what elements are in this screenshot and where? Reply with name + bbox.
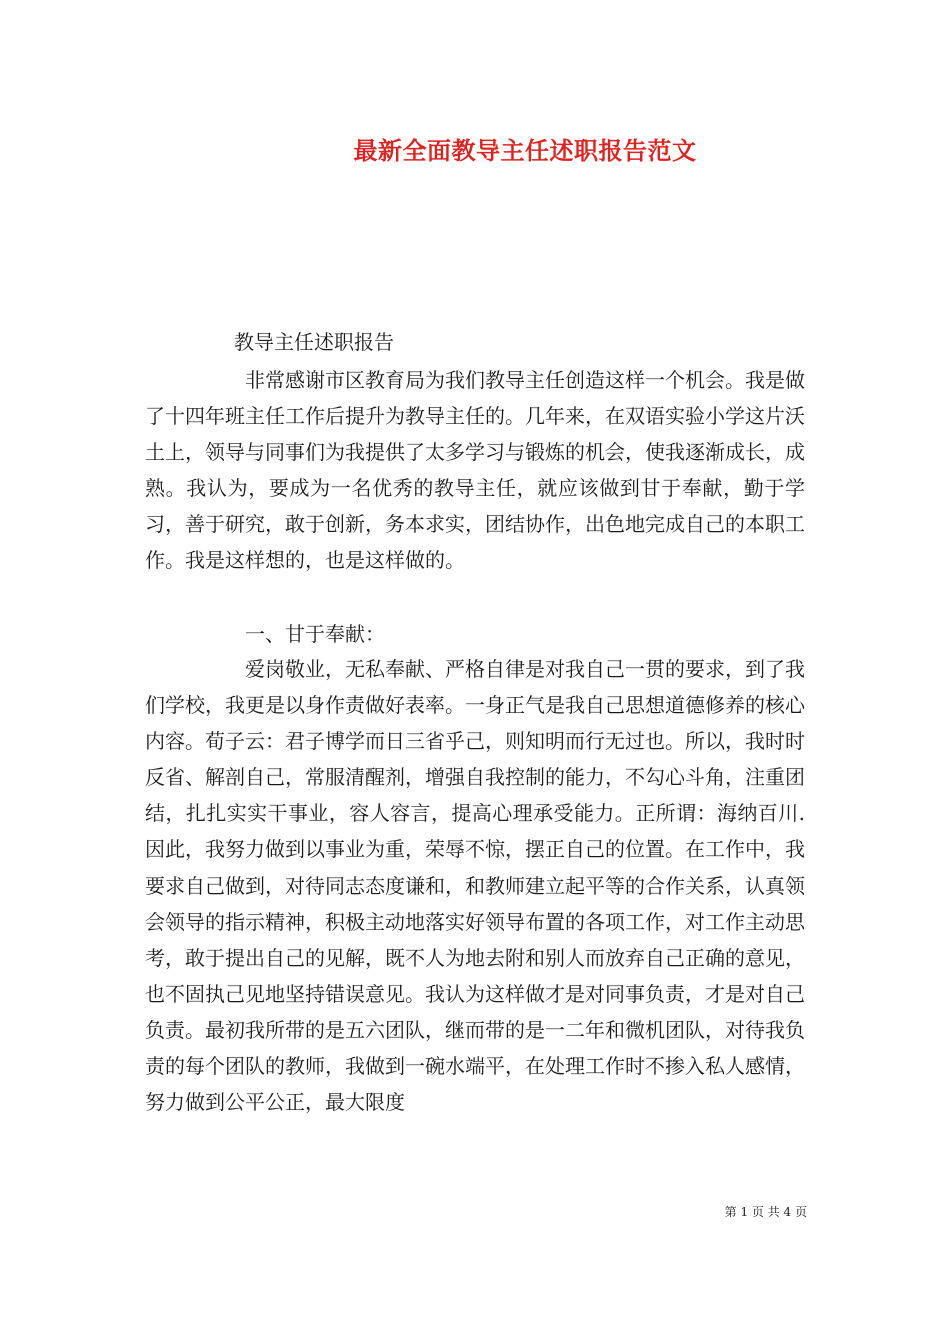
paragraph-intro: 非常感谢市区教育局为我们教导主任创造这样一个机会。我是做了十四年班主任工作后提升为教导主任的。几年来，在双语实验小学这片沃土上，领导与同事们为我提供了太多学习与锻炼的机会，使我逐渐成长，成熟。我认为，要成为一名优秀的教导主任，就应该做到甘于奉献，勤于学习，善于研究，敢于创新，务本求实，团结协作，出色地完成自己的本职工作。我是这样想的，也是这样做的。 [145, 368, 805, 573]
page-footer [725, 1204, 807, 1220]
section-title-dedication [145, 616, 805, 652]
page-number-label: 第 1 页 共 4 页 [724, 1205, 807, 1219]
section-title-text: 一、甘于奉献： [245, 622, 385, 646]
paragraph-dedication: 爱岗敬业，无私奉献、严格自律是对我自己一贯的要求，到了我们学校，我更是以身作责做好表率。一身正气是我自己思想道德修养的核心内容。荀子云：君子博学而日三省乎己，则知明而行无过也。所以，我时时反省、解剖自己，常服清醒剂，增强自我控制的能力，不勾心斗角，注重团结，扎扎实实干事业，容人容言，提高心理承受能力。正所谓：海纳百川.因此，我努力做到以事业为重，荣辱不惊，摆正自己的位置。在工作中，我要求自己做到，对待同志态度谦和，和教师建立起平等的合作关系，认真领会领导的指示精神，积极主动地落实好领导布置的各项工作，对工作主动思考，敢于提出自己的见解，既不人为地去附和别人而放弃自己正确的意见，也不固执己见地坚持错误意见。我认为这样做才是对同事负责，才是对自己负责。最初我所带的是五六团队，继而带的是一二年和微机团队，对待我负责的每个团队的教师，我做到一碗水端平，在处理工作时不掺入私人感情，努力做到公平公正，最大限度 [145, 657, 805, 1115]
document-title: 最新全面教导主任述职报告范文 [353, 136, 697, 165]
report-heading: 教导主任述职报告 [234, 330, 394, 354]
